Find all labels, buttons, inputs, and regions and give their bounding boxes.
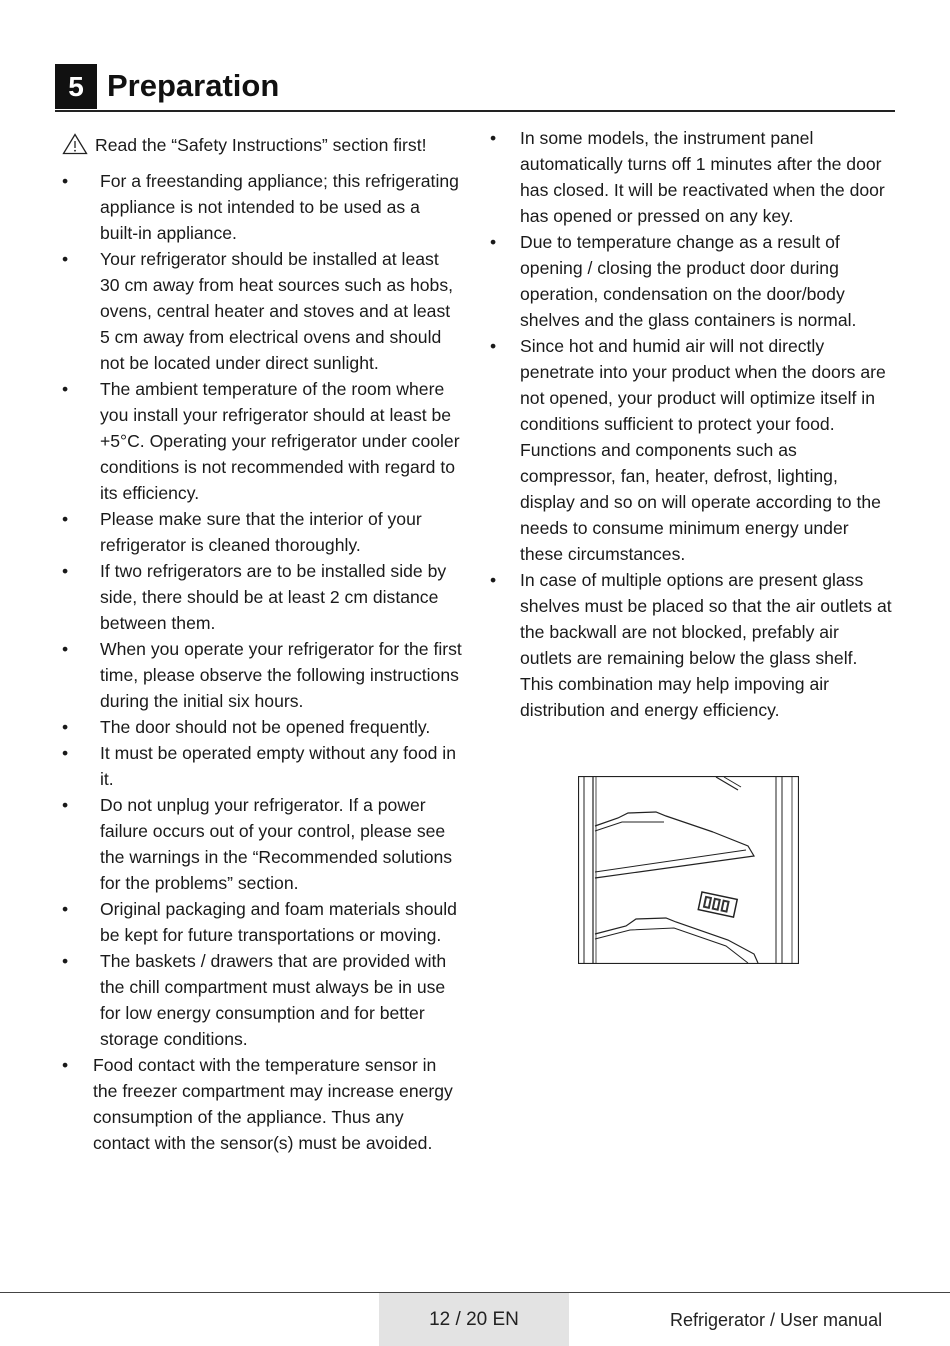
list-item-text: Since hot and humid air will not directly penetrate into your product when the doors are not opened, your product will optimize itself in conditions sufficient to protect your food. Functions and components such as compressor, fan, heater, defrost, lighting, display and so on will operate according to the needs to consume minimum energy under these circumstances. — [520, 336, 886, 564]
bullet-icon: • — [62, 561, 69, 581]
list-item-text: It must be operated empty without any food in it. — [100, 743, 456, 789]
section-title: Preparation — [107, 68, 280, 103]
list-item — [490, 333, 892, 567]
bullet-icon: • — [62, 899, 69, 919]
list-item — [62, 792, 462, 896]
list-item-text: If two refrigerators are to be installed side by side, there should be at least 2 cm distance between them. — [100, 561, 447, 633]
list-item-text: Due to temperature change as a result of opening / closing the product door during operation, condensation on the door/body shelves and the glass containers is normal. — [520, 232, 857, 330]
right-bullet-list — [490, 125, 892, 723]
bullet-icon: • — [62, 249, 69, 269]
list-item — [62, 740, 462, 792]
list-item-text: The baskets / drawers that are provided with the chill compartment must always be in use for low energy consumption and for better storage conditions. — [100, 951, 447, 1049]
section-number: 5 — [55, 64, 97, 109]
bullet-icon: • — [62, 743, 69, 763]
bullet-icon: • — [62, 795, 69, 815]
left-column — [62, 132, 462, 1156]
list-item-text: Do not unplug your refrigerator. If a power failure occurs out of your control, please see the warnings in the “Recommended solutions for the problems” section. — [100, 795, 453, 893]
bullet-icon: • — [62, 379, 69, 399]
bullet-icon: • — [62, 951, 69, 971]
list-item-text: When you operate your refrigerator for the first time, please observe the following instructions during the initial six hours. — [100, 639, 462, 711]
list-item-text: Original packaging and foam materials should be kept for future transportations or moving. — [100, 899, 457, 945]
list-item-text: For a freestanding appliance; this refrigerating appliance is not intended to be used as a built-in appliance. — [100, 171, 459, 243]
list-item — [62, 636, 462, 714]
list-item-text: Food contact with the temperature sensor in the freezer compartment may increase energy consumption of the appliance. Thus any contact with the sensor(s) must be avoided. — [93, 1055, 453, 1153]
bullet-icon: • — [62, 171, 69, 191]
list-item — [62, 246, 462, 376]
list-item — [490, 125, 892, 229]
bullet-icon: • — [490, 128, 497, 148]
list-item — [62, 1052, 462, 1156]
bullet-icon: • — [62, 509, 69, 529]
bullet-icon: • — [62, 1055, 69, 1075]
list-item — [62, 948, 462, 1052]
list-item-text: The door should not be opened frequently. — [100, 717, 431, 737]
list-item — [62, 896, 462, 948]
list-item-text: In some models, the instrument panel automatically turns off 1 minutes after the door has closed. It will be reactivated when the door has opened or pressed on any key. — [520, 128, 885, 226]
manual-title: Refrigerator / User manual — [670, 1310, 883, 1330]
warning-triangle-icon — [62, 133, 88, 155]
list-item — [62, 168, 462, 246]
bullet-icon: • — [490, 232, 497, 252]
section-header — [55, 64, 895, 112]
safety-notice — [62, 132, 462, 158]
shelf-illustration — [578, 776, 799, 964]
list-item — [490, 229, 892, 333]
list-item-text: Your refrigerator should be installed at least 30 cm away from heat sources such as hobs, ovens, central heater and stoves and at least 5 cm away from electrical ovens and should not be located under direct sunlight. — [100, 249, 454, 373]
safety-notice-text: Read the “Safety Instructions” section first! — [95, 135, 427, 155]
left-bullet-list — [62, 168, 462, 1156]
list-item — [490, 567, 892, 723]
list-item-text: In case of multiple options are present glass shelves must be placed so that the air outlets at the backwall are not blocked, prefably air outlets are remaining below the glass shelf. This combination may help impoving air distribution and energy efficiency. — [520, 570, 892, 720]
list-item — [62, 506, 462, 558]
bullet-icon: • — [490, 570, 497, 590]
bullet-icon: • — [490, 336, 497, 356]
refrigerator-shelves-icon — [578, 776, 799, 964]
bullet-icon: • — [62, 717, 69, 737]
page-number: 12 / 20 EN — [379, 1293, 569, 1346]
list-item — [62, 376, 462, 506]
bullet-icon: • — [62, 639, 69, 659]
right-column — [490, 125, 892, 723]
list-item-text: The ambient temperature of the room where you install your refrigerator should at least be +5°C. Operating your refrigerator under cooler conditions is not recommended with regard to its efficiency. — [100, 379, 460, 503]
list-item-text: Please make sure that the interior of your refrigerator is cleaned thoroughly. — [100, 509, 422, 555]
list-item — [62, 558, 462, 636]
list-item — [62, 714, 462, 740]
